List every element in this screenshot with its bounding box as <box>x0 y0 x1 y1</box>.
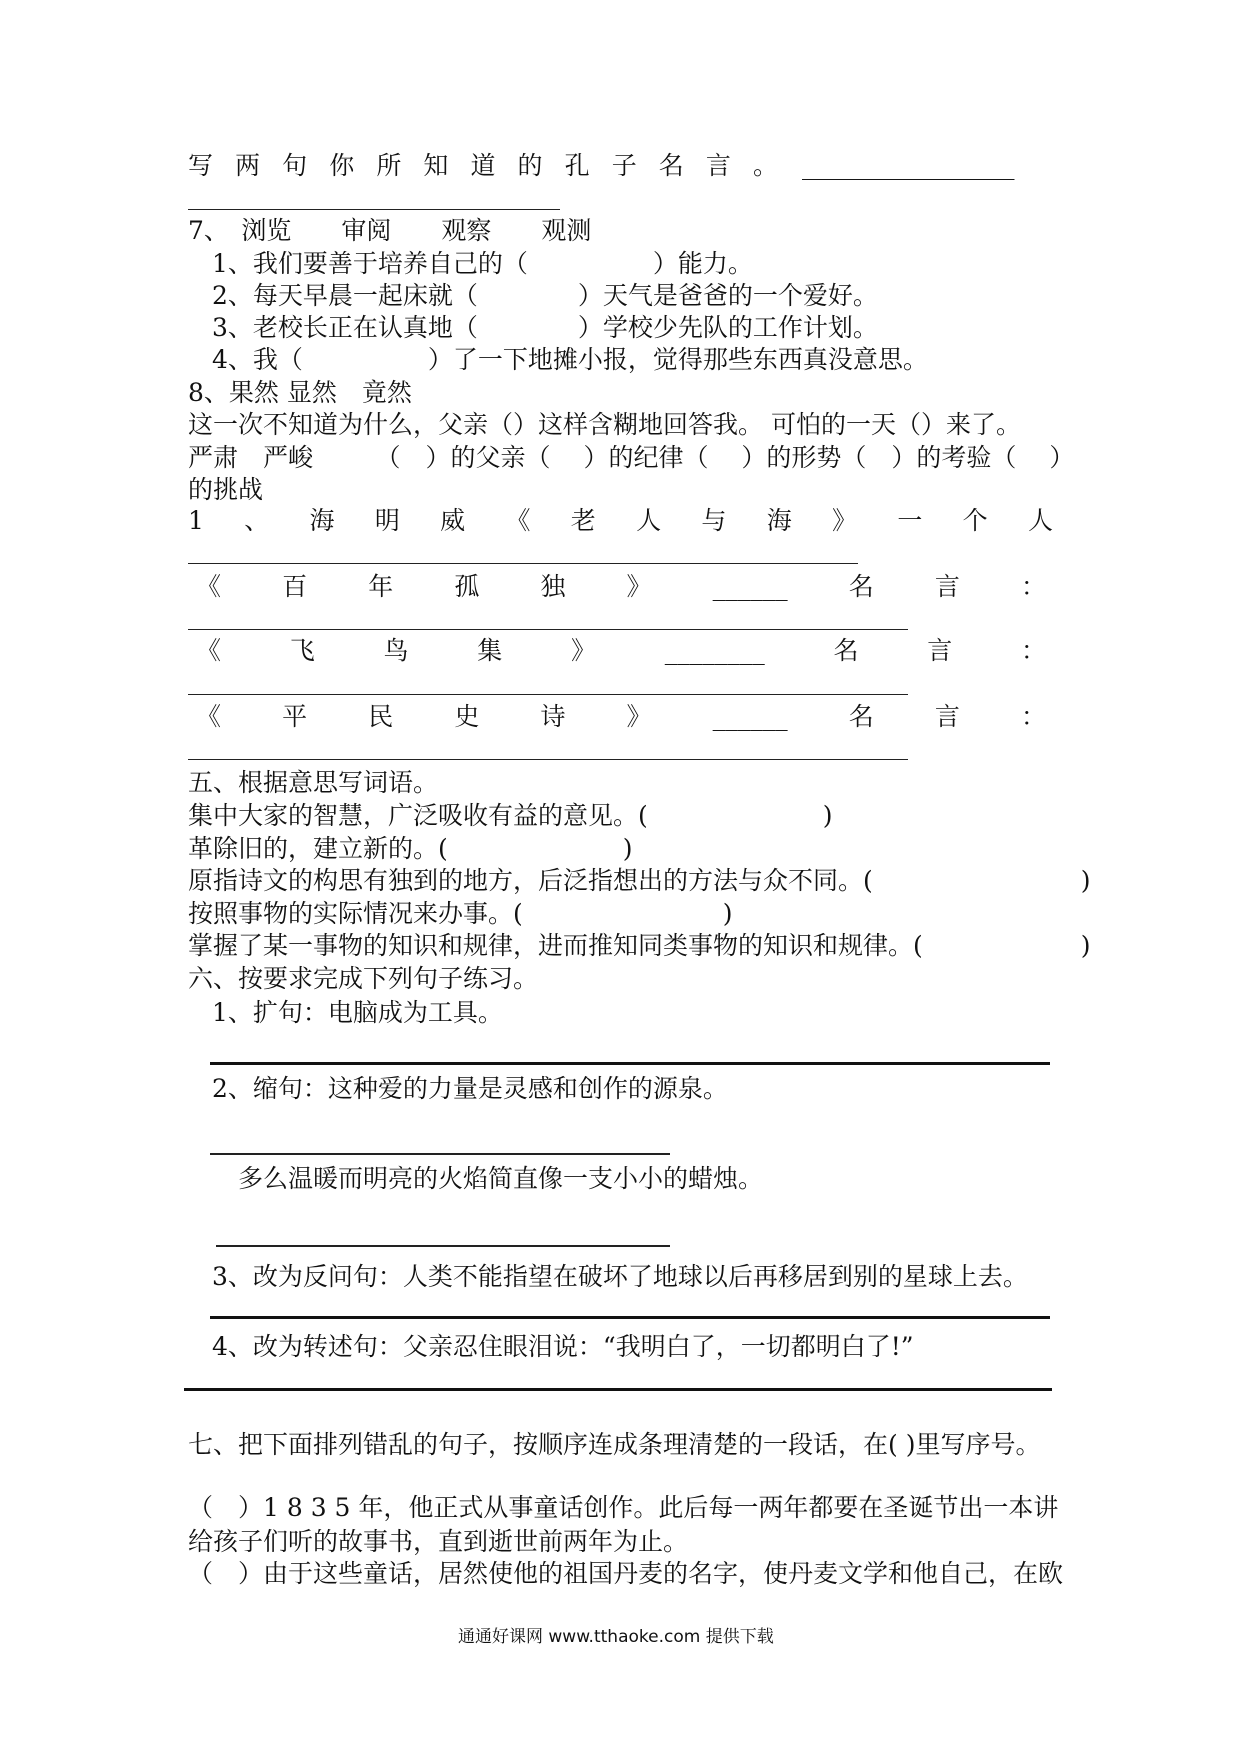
answer-line <box>184 1388 1052 1391</box>
q8-heading: 8、果然 显然 竟然 <box>188 378 412 407</box>
char: 民 <box>368 702 394 731</box>
book-row-3 <box>196 636 1046 666</box>
q7-item-4: 4、我（ ）了一下地摊小报，觉得那些东西真没意思。 <box>212 345 928 374</box>
char: 海 <box>309 506 335 535</box>
char: 明 <box>374 506 400 535</box>
char: 》 <box>626 572 652 601</box>
char: 年 <box>368 572 394 601</box>
q7-heading: 7、 浏览 审阅 观察 观测 <box>188 216 592 245</box>
answer-line <box>188 629 908 630</box>
char: 》 <box>626 702 652 731</box>
q8-line-2: 严肃 严峻 （ ）的父亲（ ）的纪律（ ）的形势（ ）的考验（ ） <box>188 443 1075 472</box>
q7-item-2: 2、每天早晨一起床就（ ）天气是爸爸的一个爱好。 <box>212 281 878 310</box>
char: 、 <box>244 506 270 535</box>
q8-line-1: 这一次不知道为什么，父亲（）这样含糊地回答我。 可怕的一天（）来了。 <box>188 410 1021 439</box>
answer-line <box>210 1316 1050 1319</box>
char: ________ <box>664 636 765 665</box>
answer-line <box>216 1245 670 1247</box>
sec6-item-2b: 多么温暖而明亮的火焰简直像一支小小的蜡烛。 <box>238 1164 764 1193</box>
char: 句 <box>282 151 308 180</box>
char: ______ <box>712 572 788 601</box>
answer-line <box>188 694 908 695</box>
char: 道 <box>470 151 496 180</box>
footer-credit: 通通好课网 www.tthaoke.com 提供下载 <box>458 1627 774 1647</box>
answer-line <box>188 759 908 760</box>
q7-item-3: 3、老校长正在认真地（ ）学校少先队的工作计划。 <box>212 313 878 342</box>
section-5-title: 五、根据意思写词语。 <box>188 768 439 797</box>
char: 人 <box>636 506 662 535</box>
book-row-4 <box>196 702 1046 732</box>
sec5-item-4: 按照事物的实际情况来办事。( ) <box>188 899 733 928</box>
char: 孤 <box>454 572 480 601</box>
char: 《 <box>196 572 222 601</box>
char: 平 <box>282 702 308 731</box>
sec6-item-4: 4、改为转述句：父亲忍住眼泪说：“我明白了，一切都明白了!” <box>212 1332 914 1361</box>
answer-line <box>188 563 858 564</box>
char: 子 <box>611 151 637 180</box>
char: 名 <box>658 151 684 180</box>
answer-line <box>210 1153 670 1155</box>
char: 《 <box>505 506 531 535</box>
char: 名 <box>848 572 874 601</box>
char: 言 <box>934 572 960 601</box>
char: 名 <box>833 636 859 665</box>
char: 与 <box>701 506 727 535</box>
char: 集 <box>477 636 503 665</box>
sec6-item-3: 3、改为反问句：人类不能指望在破坏了地球以后再移居到别的星球上去。 <box>212 1262 1028 1291</box>
char: 言 <box>927 636 953 665</box>
char: 个 <box>962 506 988 535</box>
char: 老 <box>570 506 596 535</box>
char: ： <box>1020 636 1046 665</box>
answer-line <box>188 209 560 210</box>
answer-line <box>210 1062 1050 1065</box>
char: 的 <box>517 151 543 180</box>
section-6-title: 六、按要求完成下列句子练习。 <box>188 964 539 993</box>
char: 言 <box>705 151 731 180</box>
char: 》 <box>832 506 858 535</box>
q7-item-1: 1、我们要善于培养自己的（ ）能力。 <box>212 249 753 278</box>
confucius-blank: _________________ <box>802 151 1015 180</box>
char: 鸟 <box>383 636 409 665</box>
sec5-item-3: 原指诗文的构思有独到的地方，后泛指想出的方法与众不同。( ) <box>188 866 1091 895</box>
char: ： <box>1020 572 1046 601</box>
section-7-title: 七、把下面排列错乱的句子，按顺序连成条理清楚的一段话，在( )里写序号。 <box>188 1430 1041 1459</box>
char: 你 <box>329 151 355 180</box>
sec5-item-2: 革除旧的，建立新的。( ) <box>188 834 633 863</box>
char: 两 <box>235 151 261 180</box>
char: ______ <box>712 702 788 731</box>
char: 言 <box>934 702 960 731</box>
char: 。 <box>752 151 778 180</box>
sec5-item-1: 集中大家的智慧，广泛吸收有益的意见。( ) <box>188 801 833 830</box>
sec7-paragraph-1a: （ ）1 8 3 5 年，他正式从事童话创作。此后每一两年都要在圣诞节出一本讲 <box>188 1493 1059 1522</box>
sec6-item-1: 1、扩句：电脑成为工具。 <box>212 998 503 1027</box>
char: 《 <box>196 702 222 731</box>
sec6-item-2: 2、缩句：这种爱的力量是灵感和创作的源泉。 <box>212 1074 728 1103</box>
char: 诗 <box>540 702 566 731</box>
char: 1 <box>188 506 204 535</box>
char: 独 <box>540 572 566 601</box>
char: 写 <box>188 151 214 180</box>
char: 所 <box>376 151 402 180</box>
char: 飞 <box>289 636 315 665</box>
char: 知 <box>423 151 449 180</box>
char: 史 <box>454 702 480 731</box>
char: 孔 <box>564 151 590 180</box>
sec7-paragraph-1b: 给孩子们听的故事书，直到逝世前两年为止。 <box>188 1527 689 1556</box>
char: 百 <box>282 572 308 601</box>
char: 名 <box>848 702 874 731</box>
char: 威 <box>440 506 466 535</box>
confucius-prompt <box>188 151 778 181</box>
char: 》 <box>571 636 597 665</box>
char: 一 <box>897 506 923 535</box>
char: 《 <box>196 636 222 665</box>
char: ： <box>1020 702 1046 731</box>
q8-line-3: 的挑战 <box>188 475 264 504</box>
char: 海 <box>766 506 792 535</box>
book-row-2 <box>196 572 1046 602</box>
sec5-item-5: 掌握了某一事物的知识和规律，进而推知同类事物的知识和规律。( ) <box>188 931 1091 960</box>
sec7-paragraph-2: （ ）由于这些童话，居然使他的祖国丹麦的名字，使丹麦文学和他自己，在欧 <box>188 1559 1064 1588</box>
char: 人 <box>1027 506 1053 535</box>
book-row-1 <box>188 506 1053 536</box>
